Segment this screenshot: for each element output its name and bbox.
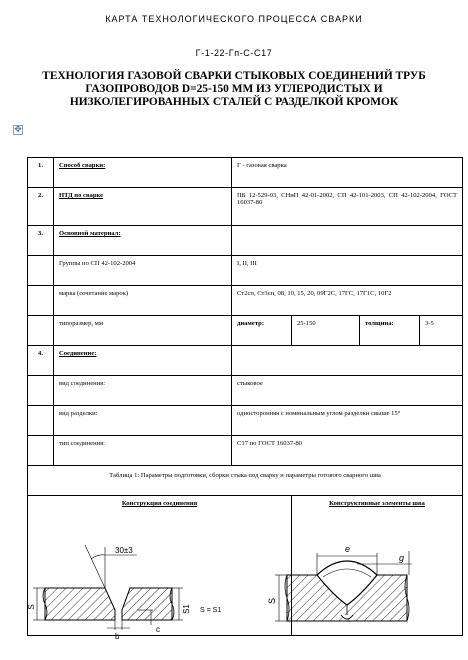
dim-b-label: b bbox=[115, 632, 120, 641]
row-label: Соединение: bbox=[54, 346, 232, 376]
row-number: 4. bbox=[28, 346, 54, 376]
row-label: типоразмер, мм bbox=[54, 316, 232, 346]
col-heading-construction: Конструкция соединения bbox=[28, 496, 292, 636]
dim-angle-label: 30±3 bbox=[115, 546, 133, 555]
weld-drawings bbox=[27, 525, 463, 660]
table-row bbox=[28, 256, 463, 286]
row-value bbox=[232, 226, 463, 256]
row-value: односторонняя с номинальным углом разделки свыше 15° bbox=[232, 406, 463, 436]
row-number bbox=[28, 436, 54, 466]
row-value: I, II, III bbox=[232, 256, 463, 286]
row-value: Ст2сп, Ст3сп, 08, 10, 15, 20, 09Г2С, 17ГС, 17Г1С, 10Г2 bbox=[232, 286, 463, 316]
table-row bbox=[28, 316, 463, 346]
row-number: 3. bbox=[28, 226, 54, 256]
table-row bbox=[28, 406, 463, 436]
dim-c-label: c bbox=[156, 625, 160, 634]
equation-label: S = S1 bbox=[200, 607, 222, 614]
row-label: вид разделки: bbox=[54, 406, 232, 436]
dim-s1-label: S1 bbox=[182, 604, 191, 614]
dim-s-label: S bbox=[27, 604, 36, 610]
document-title bbox=[20, 70, 448, 109]
document-code: Г-1-22-Гп-С-С17 bbox=[195, 48, 273, 58]
thickness-label: толщина: bbox=[360, 316, 420, 346]
title-line: НИЗКОЛЕГИРОВАННЫХ СТАЛЕЙ С РАЗДЕЛКОЙ КРОМОК bbox=[69, 96, 399, 108]
dim-g-label: g bbox=[399, 553, 405, 563]
thickness-value: 3-5 bbox=[420, 316, 463, 346]
title-line: ГАЗОПРОВОДОВ D=25-150 ММ ИЗ УГЛЕРОДИСТЫХ И bbox=[85, 83, 383, 95]
row-value: С17 по ГОСТ 16037-80 bbox=[232, 436, 463, 466]
row-label: марка (сочетание марок) bbox=[54, 286, 232, 316]
row-label: Группы по СП 42-102-2004 bbox=[54, 256, 232, 286]
row-number: 1. bbox=[28, 158, 54, 188]
row-number: 2. bbox=[28, 188, 54, 226]
row-number bbox=[28, 256, 54, 286]
row-value: стыковое bbox=[232, 376, 463, 406]
table-row bbox=[28, 376, 463, 406]
document-header: КАРТА ТЕХНОЛОГИЧЕСКОГО ПРОЦЕССА СВАРКИ bbox=[105, 14, 363, 24]
row-label: тип соединения: bbox=[54, 436, 232, 466]
row-value bbox=[232, 346, 463, 376]
row-number bbox=[28, 286, 54, 316]
row-value: Г - газовая сварка bbox=[232, 158, 463, 188]
table-row bbox=[28, 346, 463, 376]
row-label: Способ сварки: bbox=[54, 158, 232, 188]
row-number bbox=[28, 316, 54, 346]
row-label: вид соединения: bbox=[54, 376, 232, 406]
title-line: ТЕХНОЛОГИЯ ГАЗОВОЙ СВАРКИ СТЫКОВЫХ СОЕДИНЕНИЙ ТРУБ bbox=[42, 70, 426, 82]
table-row bbox=[28, 158, 463, 188]
row-number bbox=[28, 406, 54, 436]
move-handle-icon[interactable]: ✥ bbox=[14, 125, 22, 135]
row-label: Основной материал: bbox=[54, 226, 232, 256]
dim-e-label: e bbox=[345, 544, 351, 554]
joint-construction-drawing bbox=[33, 545, 183, 630]
row-label: НТД по сварке bbox=[54, 188, 232, 226]
table-row bbox=[28, 436, 463, 466]
diameter-label: диаметр: bbox=[232, 316, 292, 346]
table-row bbox=[28, 226, 463, 256]
table-caption: Таблица 1: Параметры подготовки, сборки стыка под сварку и параметры готового сварного шва bbox=[28, 466, 463, 496]
table-row bbox=[28, 286, 463, 316]
row-number bbox=[28, 376, 54, 406]
row-value: ПБ 12-529-03, СНиП 42-01-2002, СП 42-101-2003, СП 42-102-2004, ГОСТ 16037-80 bbox=[232, 188, 463, 226]
col-heading-elements: Конструктивные элементы шва bbox=[292, 496, 463, 636]
table-row bbox=[28, 466, 463, 496]
dim-s-right-label: S bbox=[267, 597, 277, 605]
weld-elements-drawing bbox=[275, 551, 412, 621]
table-row bbox=[28, 188, 463, 226]
diameter-value: 25-150 bbox=[292, 316, 360, 346]
